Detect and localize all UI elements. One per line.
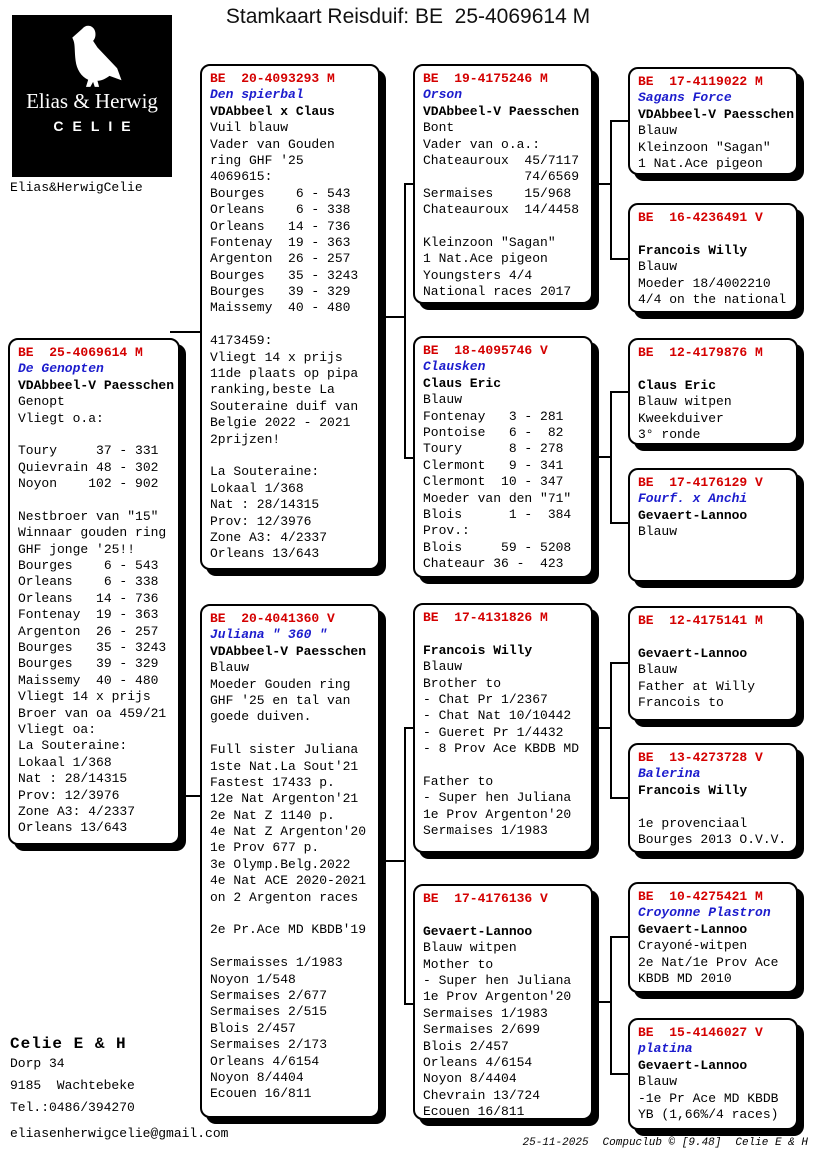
- box-text-line: Sermaises 2/173: [210, 1037, 328, 1053]
- box-text-line: Vliegt 14 x prijs: [210, 349, 343, 365]
- box-text-line: Argenton 26 - 257: [18, 623, 159, 639]
- box-text-line: Sermaises 1/1983: [423, 823, 548, 839]
- box-text-line: Blauw: [638, 1074, 678, 1090]
- ring-number: BE 20-4093293 M: [210, 71, 335, 86]
- box-text-line: Noyon 8/4404: [423, 1071, 517, 1087]
- box-text-line: Noyon 102 - 902: [18, 476, 159, 492]
- box-text-line: Blauw: [638, 524, 678, 540]
- pedigree-box-sire-dam: [413, 336, 593, 578]
- box-text-line: [18, 427, 178, 443]
- box-text-line: Claus Eric: [423, 375, 502, 391]
- ring-number: BE 12-4175141 M: [638, 613, 763, 628]
- connector-line: [404, 183, 406, 459]
- box-text-line: Chateauroux 14/4458: [423, 202, 580, 218]
- box-text-line: Moeder van den "71": [423, 490, 572, 506]
- box-text-line: Francois to: [638, 694, 724, 710]
- box-text-line: 74/6569: [423, 169, 580, 185]
- box-text-line: YB (1,66%/4 races): [638, 1106, 779, 1122]
- pedigree-box-sire-sire-sire: [628, 67, 798, 175]
- box-text-line: Maissemy 40 - 480: [18, 672, 159, 688]
- box-text-line: Argenton 26 - 257: [210, 251, 351, 267]
- box-text-line: Chevrain 13/724: [423, 1087, 541, 1103]
- box-text-line: 1 Nat.Ace pigeon: [638, 155, 763, 171]
- box-text-line: Bourges 2013 O.V.V.: [638, 831, 787, 847]
- box-text-line: Nat : 28/14315: [18, 771, 128, 787]
- ring-number: BE 10-4275421 M: [638, 889, 763, 904]
- connector-line: [610, 120, 612, 260]
- box-text-line: 3e Olymp.Belg.2022: [210, 856, 351, 872]
- box-text-line: Blauw: [210, 660, 250, 676]
- box-text-line: on 2 Argenton races: [210, 889, 359, 905]
- loft-logo: [12, 15, 172, 177]
- box-text-line: 1 Nat.Ace pigeon: [423, 251, 548, 267]
- pedigree-box-dam-sire: [413, 603, 593, 853]
- box-text-line: Belgie 2022 - 2021: [210, 415, 351, 431]
- box-text-line: - Super hen Juliana: [423, 790, 572, 806]
- box-text-line: [210, 448, 378, 464]
- box-text-line: Brother to: [423, 675, 502, 691]
- ring-number: BE 19-4175246 M: [423, 71, 548, 86]
- ring-number: BE 17-4176136 V: [423, 891, 548, 906]
- box-text-line: Orleans 13/643: [210, 546, 320, 562]
- box-text-line: Orleans 4/6154: [210, 1053, 320, 1069]
- box-text-line: VDAbbeel-V Paesschen: [210, 643, 367, 659]
- box-text-line: [210, 906, 378, 922]
- owner-name: Celie E & H: [10, 1035, 127, 1053]
- box-text-line: Vliegt oa:: [18, 721, 97, 737]
- box-text-line: Toury 8 - 278: [423, 441, 564, 457]
- box-text-line: 3° ronde: [638, 426, 701, 442]
- connector-line: [404, 727, 406, 1005]
- box-text-line: ranking,beste La: [210, 382, 335, 398]
- pedigree-box-dam-sire-dam: [628, 743, 798, 853]
- owner-block: [10, 1035, 135, 1119]
- box-text-line: [423, 907, 591, 923]
- ring-number: BE 12-4179876 M: [638, 345, 763, 360]
- box-text-line: Clermont 10 - 347: [423, 474, 564, 490]
- ring-number: BE 17-4131826 M: [423, 610, 548, 625]
- box-text-line: GHF '25 en tal van: [210, 692, 351, 708]
- pedigree-box-dam-dam-dam: [628, 1018, 798, 1130]
- box-text-line: Orleans 6 - 338: [210, 202, 351, 218]
- box-text-line: [423, 626, 591, 642]
- box-text-line: Sermaises 1/1983: [423, 1005, 548, 1021]
- box-text-line: 4/4 on the national: [638, 291, 787, 307]
- box-text-line: Sermaises 2/677: [210, 987, 328, 1003]
- pedigree-box-sire-dam-dam: [628, 468, 798, 582]
- box-text-line: VDAbbeel x Claus: [210, 103, 335, 119]
- box-text-line: [210, 726, 378, 742]
- pedigree-box-dam-dam: [413, 884, 593, 1120]
- box-text-line: Noyon 8/4404: [210, 1069, 304, 1085]
- box-text-line: Kweekduiver: [638, 410, 724, 426]
- owner-address-line: Dorp 34: [10, 1056, 65, 1071]
- box-text-line: Fontenay 19 - 363: [18, 607, 159, 623]
- connector-line: [610, 120, 628, 122]
- logo-name: Elias & Herwig: [26, 89, 158, 113]
- box-text-line: Moeder Gouden ring: [210, 676, 351, 692]
- box-text-line: Vuil blauw: [210, 120, 289, 136]
- box-text-line: Blauw witpen: [423, 940, 517, 956]
- footer-date: 25-11-2025: [522, 1137, 589, 1149]
- connector-line: [404, 457, 413, 459]
- box-text-line: Bourges 35 - 3243: [18, 640, 167, 656]
- box-text-line: Prov: 12/3976: [210, 513, 312, 529]
- connector-line: [381, 860, 405, 862]
- box-text-line: Gevaert-Lannoo: [638, 507, 748, 523]
- ring-number: BE 17-4176129 V: [638, 475, 763, 490]
- box-text-line: Father at Willy: [638, 678, 756, 694]
- box-text-line: Toury 37 - 331: [18, 443, 159, 459]
- box-text-line: La Souteraine:: [18, 738, 128, 754]
- pigeon-name: Den spierbal: [210, 87, 304, 103]
- pedigree-box-sire-dam-sire: [628, 338, 798, 445]
- box-text-line: Prov: 12/3976: [18, 787, 120, 803]
- box-text-line: Noyon 1/548: [210, 971, 296, 987]
- connector-line: [610, 936, 628, 938]
- box-text-line: 2e Pr.Ace MD KBDB'19: [210, 922, 367, 938]
- connector-line: [610, 936, 612, 1075]
- ring-number: BE 16-4236491 V: [638, 210, 763, 225]
- box-text-line: Ecouen 16/811: [210, 1086, 312, 1102]
- box-text-line: Claus Eric: [638, 377, 717, 393]
- box-text-line: [638, 361, 796, 377]
- footer-owner: Celie E & H: [735, 1137, 808, 1149]
- box-text-line: 1e Prov Argenton'20: [423, 806, 572, 822]
- connector-line: [170, 331, 200, 333]
- box-text-line: Souteraine duif van: [210, 398, 359, 414]
- box-text-line: Nestbroer van "15": [18, 508, 159, 524]
- box-text-line: Blauw: [423, 392, 463, 408]
- box-text-line: VDAbbeel-V Paesschen: [18, 377, 175, 393]
- connector-line: [381, 316, 405, 318]
- connector-line: [404, 1003, 413, 1005]
- ring-number: BE 25-4069614 M: [18, 345, 143, 360]
- box-text-line: 1ste Nat.La Sout'21: [210, 758, 359, 774]
- connector-line: [610, 258, 628, 260]
- connector-line: [404, 183, 413, 185]
- box-text-line: [18, 493, 178, 509]
- box-text-line: Blauw: [638, 259, 678, 275]
- pigeon-icon: [56, 19, 128, 89]
- box-text-line: La Souteraine:: [210, 464, 320, 480]
- box-text-line: -1e Pr Ace MD KBDB: [638, 1090, 779, 1106]
- box-text-line: Gevaert-Lannoo: [638, 645, 748, 661]
- pedigree-box-sire-sire-dam: [628, 203, 798, 313]
- box-text-line: Pontoise 6 - 82: [423, 424, 564, 440]
- connector-line: [610, 797, 628, 799]
- owner-email: eliasenherwigcelie@gmail.com: [10, 1126, 229, 1141]
- box-text-line: - 8 Prov Ace KBDB MD: [423, 741, 580, 757]
- box-text-line: Crayoné-witpen: [638, 938, 748, 954]
- box-text-line: Chateauroux 45/7117: [423, 152, 580, 168]
- box-text-line: Blauw: [638, 123, 678, 139]
- box-text-line: - Super hen Juliana: [423, 972, 572, 988]
- owner-phone: Tel.:0486/394270: [10, 1100, 135, 1115]
- ring-number: BE 15-4146027 V: [638, 1025, 763, 1040]
- box-text-line: 2e Nat/1e Prov Ace: [638, 954, 779, 970]
- box-text-line: 1e provenciaal: [638, 815, 748, 831]
- footer: [523, 1137, 808, 1149]
- pigeon-name: Croyonne Plastron: [638, 905, 771, 921]
- pigeon-name: Juliana " 360 ": [210, 627, 328, 643]
- box-text-line: Blauw: [638, 662, 678, 678]
- box-text-line: - Gueret Pr 1/4432: [423, 724, 564, 740]
- box-text-line: National races 2017: [423, 284, 572, 300]
- pigeon-name: De Genopten: [18, 361, 104, 377]
- pedigree-box-dam-sire-sire: [628, 606, 798, 721]
- box-text-line: Gevaert-Lannoo: [423, 923, 533, 939]
- logo-subtitle: CELIE: [53, 118, 140, 134]
- box-text-line: Fastest 17433 p.: [210, 774, 335, 790]
- box-text-line: Orleans 14 - 736: [18, 590, 159, 606]
- box-text-line: Sermaisses 1/1983: [210, 955, 343, 971]
- box-text-line: Gevaert-Lannoo: [638, 921, 748, 937]
- box-text-line: 2e Nat Z 1140 p.: [210, 807, 335, 823]
- box-text-line: Kleinzoon "Sagan": [638, 139, 771, 155]
- box-text-line: Winnaar gouden ring: [18, 525, 167, 541]
- box-text-line: [423, 758, 591, 774]
- box-text-line: KBDB MD 2010: [638, 970, 732, 986]
- box-text-line: Orleans 14 - 736: [210, 218, 351, 234]
- box-text-line: Zone A3: 4/2337: [18, 803, 136, 819]
- box-text-line: Bourges 35 - 3243: [210, 267, 359, 283]
- box-text-line: Bourges 6 - 543: [210, 185, 351, 201]
- box-text-line: [638, 799, 796, 815]
- box-text-line: Youngsters 4/4: [423, 267, 533, 283]
- pigeon-name: Balerina: [638, 766, 701, 782]
- box-text-line: Vliegt o.a:: [18, 410, 104, 426]
- box-text-line: GHF jonge '25!!: [18, 541, 136, 557]
- connector-line: [610, 662, 628, 664]
- box-text-line: Bourges 6 - 543: [18, 558, 159, 574]
- box-text-line: Bont: [423, 120, 455, 136]
- pedigree-box-subject: [8, 338, 180, 845]
- box-text-line: Francois Willy: [638, 242, 748, 258]
- box-text-line: Mother to: [423, 956, 494, 972]
- box-text-line: Blauw witpen: [638, 394, 732, 410]
- box-text-line: 12e Nat Argenton'21: [210, 791, 359, 807]
- box-text-line: Kleinzoon "Sagan": [423, 234, 556, 250]
- box-text-line: Gevaert-Lannoo: [638, 1057, 748, 1073]
- box-text-line: Francois Willy: [638, 782, 748, 798]
- box-text-line: - Chat Nat 10/10442: [423, 708, 572, 724]
- box-text-line: Sermaises 15/968: [423, 185, 572, 201]
- pigeon-name: Orson: [423, 87, 463, 103]
- connector-line: [610, 391, 612, 524]
- box-text-line: Orleans 6 - 338: [18, 574, 159, 590]
- box-text-line: Fontenay 3 - 281: [423, 408, 564, 424]
- box-text-line: Fontenay 19 - 363: [210, 234, 351, 250]
- box-text-line: [210, 939, 378, 955]
- box-text-line: Nat : 28/14315: [210, 497, 320, 513]
- box-text-line: goede duiven.: [210, 709, 312, 725]
- box-text-line: Genopt: [18, 394, 65, 410]
- pigeon-name: Fourf. x Anchi: [638, 491, 748, 507]
- box-text-line: Quievrain 48 - 302: [18, 459, 159, 475]
- box-text-line: Bourges 39 - 329: [18, 656, 159, 672]
- ring-number: BE 13-4273728 V: [638, 750, 763, 765]
- box-text-line: Francois Willy: [423, 642, 533, 658]
- box-text-line: [210, 317, 378, 333]
- box-text-line: Prov.:: [423, 523, 470, 539]
- ring-number: BE 17-4119022 M: [638, 74, 763, 89]
- box-text-line: 11de plaats op pipa: [210, 366, 359, 382]
- box-text-line: - Chat Pr 1/2367: [423, 691, 548, 707]
- box-text-line: Blois 2/457: [210, 1020, 296, 1036]
- box-text-line: 4e Nat Z Argenton'20: [210, 824, 367, 840]
- ring-number: BE 18-4095746 V: [423, 343, 548, 358]
- box-text-line: Orleans 4/6154: [423, 1054, 533, 1070]
- box-text-line: Maissemy 40 - 480: [210, 300, 351, 316]
- box-text-line: 2prijzen!: [210, 431, 281, 447]
- box-text-line: Vliegt 14 x prijs: [18, 689, 151, 705]
- connector-line: [610, 391, 628, 393]
- box-text-line: Sermaises 2/699: [423, 1022, 541, 1038]
- box-text-line: ring GHF '25: [210, 152, 304, 168]
- box-text-line: [423, 219, 591, 235]
- box-text-line: Bourges 39 - 329: [210, 284, 351, 300]
- box-text-line: VDAbbeel-V Paesschen: [423, 103, 580, 119]
- box-text-line: Moeder 18/4002210: [638, 275, 771, 291]
- box-text-line: Orleans 13/643: [18, 820, 128, 836]
- box-text-line: Broer van oa 459/21: [18, 705, 167, 721]
- box-text-line: 1e Prov 677 p.: [210, 840, 320, 856]
- footer-software: Compuclub © [9.48]: [602, 1137, 722, 1149]
- box-text-line: Blois 2/457: [423, 1038, 509, 1054]
- box-text-line: Full sister Juliana: [210, 742, 359, 758]
- box-text-line: Blois 1 - 384: [423, 506, 572, 522]
- box-text-line: Lokaal 1/368: [18, 754, 112, 770]
- box-text-line: Blois 59 - 5208: [423, 539, 572, 555]
- box-text-line: [638, 226, 796, 242]
- box-text-line: Chateaur 36 - 423: [423, 556, 564, 572]
- box-text-line: Lokaal 1/368: [210, 480, 304, 496]
- box-text-line: Vader van o.a.:: [423, 136, 541, 152]
- box-text-line: [638, 629, 796, 645]
- pigeon-name: platina: [638, 1041, 693, 1057]
- pedigree-box-dam: [200, 604, 380, 1118]
- box-text-line: Ecouen 16/811: [423, 1104, 525, 1120]
- box-text-line: 4173459:: [210, 333, 273, 349]
- box-text-line: 4069615:: [210, 169, 273, 185]
- box-text-line: Zone A3: 4/2337: [210, 529, 328, 545]
- box-text-line: 4e Nat ACE 2020-2021: [210, 873, 367, 889]
- box-text-line: VDAbbeel-V Paesschen: [638, 106, 795, 122]
- owner-address-line: 9185 Wachtebeke: [10, 1078, 135, 1093]
- pedigree-box-sire-sire: [413, 64, 593, 304]
- page-title: Stamkaart Reisduif: BE 25-4069614 M: [225, 5, 591, 28]
- box-text-line: Father to: [423, 773, 494, 789]
- box-text-line: 1e Prov Argenton'20: [423, 989, 572, 1005]
- ring-number: BE 20-4041360 V: [210, 611, 335, 626]
- box-text-line: Clermont 9 - 341: [423, 457, 564, 473]
- logo-caption: Elias&HerwigCelie: [10, 180, 143, 195]
- pedigree-box-sire: [200, 64, 380, 570]
- connector-line: [404, 727, 413, 729]
- box-text-line: Sermaises 2/515: [210, 1004, 328, 1020]
- connector-line: [610, 1073, 628, 1075]
- pigeon-name: Clausken: [423, 359, 486, 375]
- connector-line: [610, 522, 628, 524]
- pedigree-box-dam-dam-sire: [628, 882, 798, 993]
- box-text-line: Blauw: [423, 659, 463, 675]
- pigeon-name: Sagans Force: [638, 90, 732, 106]
- box-text-line: Vader van Gouden: [210, 136, 335, 152]
- connector-line: [610, 662, 612, 799]
